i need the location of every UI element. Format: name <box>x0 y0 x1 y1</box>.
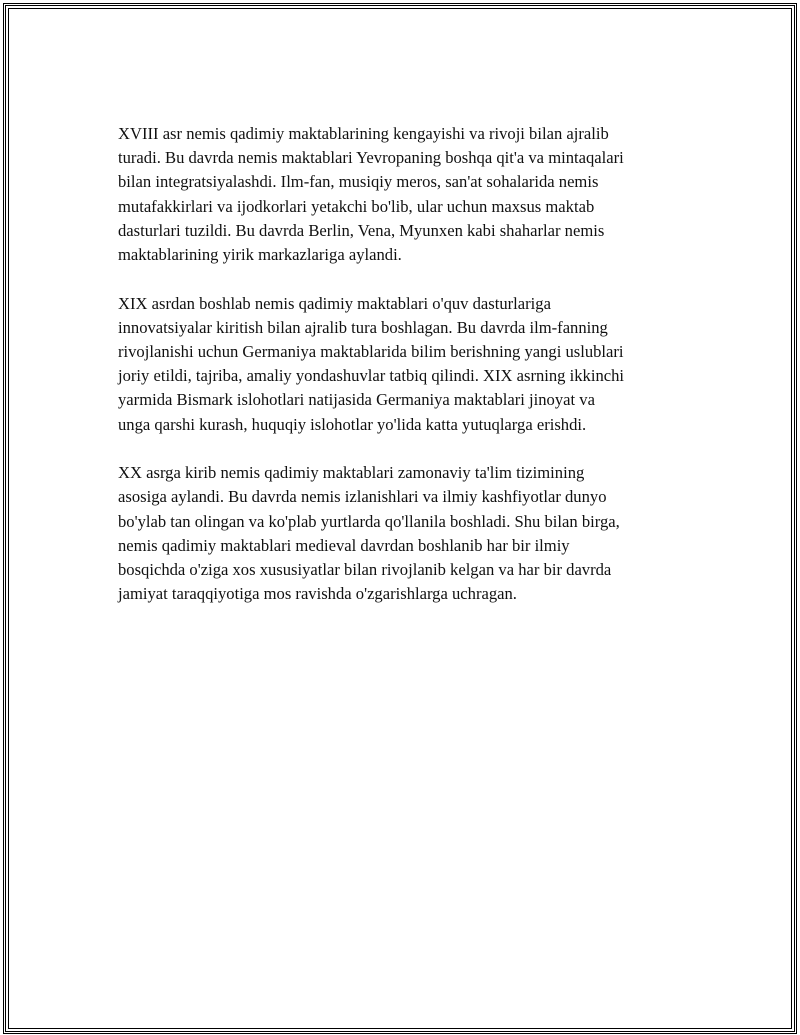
text-line: dasturlari tuzildi. Bu davrda Berlin, Vena, Myunxen kabi shaharlar nemis <box>118 220 605 240</box>
text-line: mutafakkirlari va ijodkorlari yetakchi bo'lib, ular uchun maxsus maktab <box>118 196 595 216</box>
text-line: XIX asrdan boshlab nemis qadimiy maktablari o'quv dasturlariga <box>118 293 551 313</box>
text-line: jamiyat taraqqiyotiga mos ravishda o'zgarishlarga uchragan. <box>118 584 517 604</box>
text-line: XX asrga kirib nemis qadimiy maktablari zamonaviy ta'lim tizimining <box>118 463 585 483</box>
text-line: bilan integratsiyalashdi. Ilm-fan, musiqiy meros, san'at sohalarida nemis <box>118 172 599 192</box>
document-page <box>3 3 797 1034</box>
text-line: yarmida Bismark islohotlari natijasida Germaniya maktablari jinoyat va <box>118 390 595 410</box>
text-line: innovatsiyalar kiritish bilan ajralib tura boshlagan. Bu davrda ilm-fanning <box>118 317 608 337</box>
text-line: unga qarshi kurash, huquqiy islohotlar yo'lida katta yutuqlarga erishdi. <box>118 414 587 434</box>
text-line: turadi. Bu davrda nemis maktablari Yevropaning boshqa qit'a va mintaqalari <box>118 148 624 168</box>
text-line: XVIII asr nemis qadimiy maktablarining kengayishi va rivoji bilan ajralib <box>118 124 609 143</box>
text-line: rivojlanishi uchun Germaniya maktablarida bilim berishning yangi uslublari <box>118 342 624 362</box>
text-line: maktablarining yirik markazlariga aylandi. <box>118 245 402 265</box>
text-line: nemis qadimiy maktablari medieval davrdan boshlanib har bir ilmiy <box>118 535 570 555</box>
text-line: bo'ylab tan olingan va ko'plab yurtlarda qo'llanila boshladi. Shu bilan birga, <box>118 511 620 531</box>
paragraph-19th-century <box>118 292 698 437</box>
text-line: asosiga aylandi. Bu davrda nemis izlanishlari va ilmiy kashfiyotlar dunyo <box>118 487 607 507</box>
text-line: bosqichda o'ziga xos xususiyatlar bilan rivojlanib kelgan va har bir davrda <box>118 560 612 580</box>
text-line: joriy etildi, tajriba, amaliy yondashuvlar tatbiq qilindi. XIX asrning ikkinchi <box>118 366 625 386</box>
document-body <box>118 122 698 631</box>
paragraph-18th-century <box>118 122 698 267</box>
paragraph-20th-century <box>118 461 698 606</box>
